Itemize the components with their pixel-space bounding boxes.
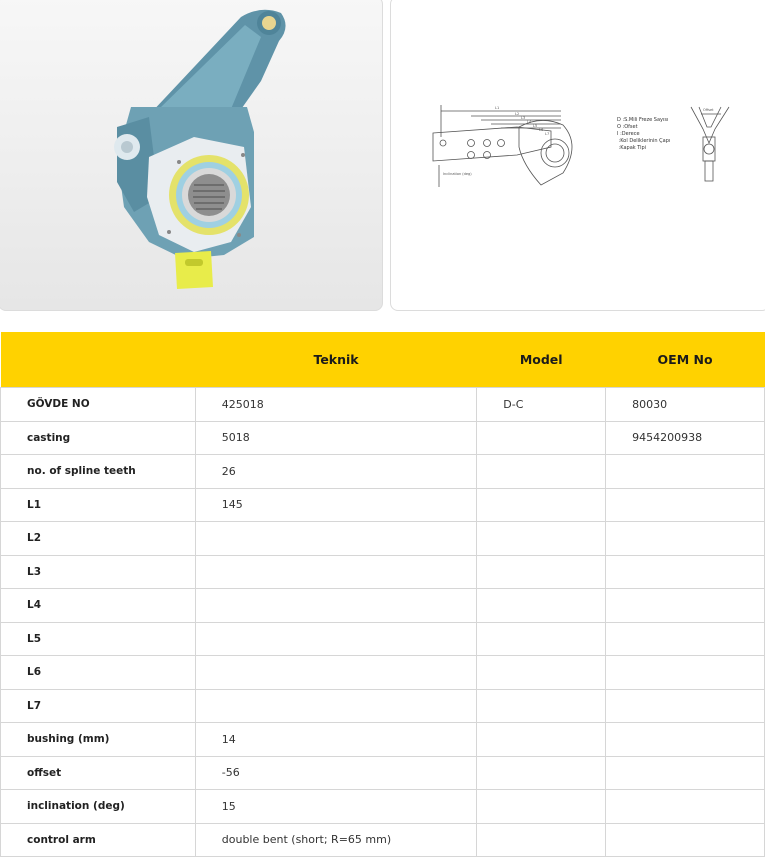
model-value <box>477 656 606 690</box>
slack-adjuster-render <box>0 0 383 311</box>
model-value <box>477 488 606 522</box>
row-label: casting <box>1 421 196 455</box>
spec-table-header <box>1 332 765 388</box>
dim-label-l4: L4 <box>527 120 532 124</box>
model-value <box>477 421 606 455</box>
row-label: L1 <box>1 488 196 522</box>
row-label: L5 <box>1 622 196 656</box>
dim-label-l7: L7 <box>545 132 550 136</box>
teknik-value <box>195 522 477 556</box>
oem-value <box>606 488 765 522</box>
table-row <box>1 756 765 790</box>
model-value: D-C <box>477 388 606 422</box>
header-blank <box>1 332 196 388</box>
oem-value: 80030 <box>606 388 765 422</box>
oem-value <box>606 589 765 623</box>
dim-label-l5: L5 <box>533 124 538 128</box>
teknik-value <box>195 589 477 623</box>
legend-row: I :Derece <box>617 131 640 137</box>
model-value <box>477 455 606 489</box>
table-row <box>1 622 765 656</box>
row-label: L2 <box>1 522 196 556</box>
teknik-value: -56 <box>195 756 477 790</box>
teknik-value: 26 <box>195 455 477 489</box>
header-model: Model <box>477 332 606 388</box>
teknik-value: 145 <box>195 488 477 522</box>
dim-label-l6: L6 <box>539 128 544 132</box>
row-label: L7 <box>1 689 196 723</box>
drawing-legend <box>617 117 670 152</box>
model-value <box>477 823 606 857</box>
row-label: L4 <box>1 589 196 623</box>
teknik-value <box>195 656 477 690</box>
model-value <box>477 555 606 589</box>
oem-value <box>606 756 765 790</box>
table-row <box>1 388 765 422</box>
teknik-value: 5018 <box>195 421 477 455</box>
oem-value <box>606 823 765 857</box>
dim-label-l1: L1 <box>495 106 500 110</box>
oem-value <box>606 622 765 656</box>
table-row <box>1 656 765 690</box>
row-label: GÖVDE NO <box>1 388 196 422</box>
teknik-value: 425018 <box>195 388 477 422</box>
table-row <box>1 421 765 455</box>
legend-row: :Kol Deliklerinin Çapı <box>618 138 671 144</box>
row-label: no. of spline teeth <box>1 455 196 489</box>
dim-label-l2: L2 <box>515 112 520 116</box>
table-row <box>1 689 765 723</box>
table-row <box>1 723 765 757</box>
legend-row: D :S.Mili Freze Sayısı <box>617 117 669 123</box>
oem-value <box>606 522 765 556</box>
row-label: inclination (deg) <box>1 790 196 824</box>
spec-table <box>0 332 765 857</box>
product-render-panel[interactable] <box>0 0 383 311</box>
table-row <box>1 823 765 857</box>
model-value <box>477 622 606 656</box>
row-label: L6 <box>1 656 196 690</box>
row-label: L3 <box>1 555 196 589</box>
inclination-label: Inclination (deg) <box>443 172 472 176</box>
oem-value <box>606 455 765 489</box>
header-teknik: Teknik <box>195 332 477 388</box>
header-oem-no: OEM No <box>606 332 765 388</box>
model-value <box>477 522 606 556</box>
teknik-value <box>195 622 477 656</box>
model-value <box>477 589 606 623</box>
oem-value <box>606 555 765 589</box>
row-label: offset <box>1 756 196 790</box>
oem-value <box>606 689 765 723</box>
table-row <box>1 488 765 522</box>
model-value <box>477 790 606 824</box>
teknik-value <box>195 689 477 723</box>
dim-label-l3: L3 <box>521 116 526 120</box>
row-label: control arm <box>1 823 196 857</box>
product-images <box>0 0 765 315</box>
table-row <box>1 455 765 489</box>
table-row <box>1 589 765 623</box>
technical-drawing <box>391 0 765 311</box>
oem-value <box>606 723 765 757</box>
oem-value <box>606 790 765 824</box>
teknik-value <box>195 555 477 589</box>
model-value <box>477 689 606 723</box>
teknik-value: 15 <box>195 790 477 824</box>
model-value <box>477 723 606 757</box>
table-row <box>1 555 765 589</box>
table-row <box>1 522 765 556</box>
legend-row: :Kapak Tipi <box>618 145 647 151</box>
teknik-value: 14 <box>195 723 477 757</box>
teknik-value: double bent (short; R=65 mm) <box>195 823 477 857</box>
oem-value: 9454200938 <box>606 421 765 455</box>
technical-drawing-panel[interactable] <box>390 0 765 311</box>
row-label: bushing (mm) <box>1 723 196 757</box>
offset-label: Offset <box>703 108 714 112</box>
table-row <box>1 790 765 824</box>
legend-row: O :Ofset <box>617 124 638 130</box>
oem-value <box>606 656 765 690</box>
model-value <box>477 756 606 790</box>
